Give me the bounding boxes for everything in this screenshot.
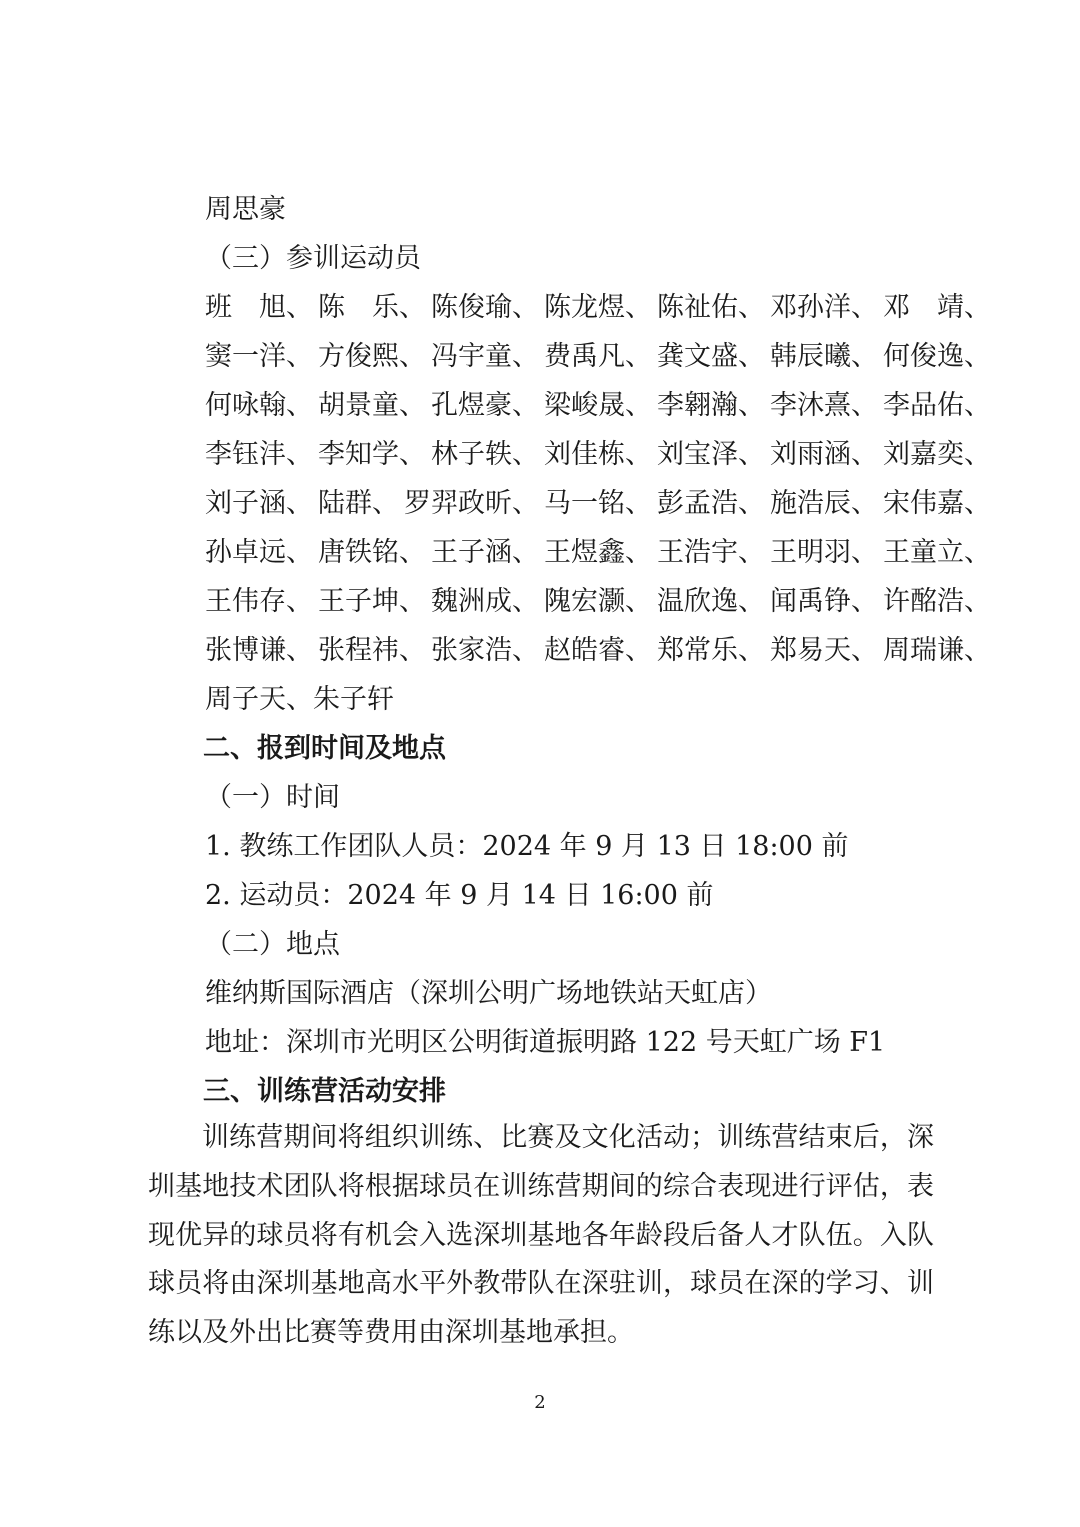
athlete-name: 李钰沣、 bbox=[205, 439, 313, 470]
athlete-row bbox=[205, 536, 991, 570]
hotel-address: 地址：深圳市光明区公明街道振明路 122 号天虹广场 F1 bbox=[205, 1027, 886, 1058]
athlete-name: 周瑞谦、 bbox=[883, 635, 991, 666]
time-athletes: 2. 运动员：2024 年 9 月 14 日 16:00 前 bbox=[205, 880, 714, 911]
athlete-name: 赵皓睿、 bbox=[544, 635, 652, 666]
athlete-name: 何俊逸、 bbox=[883, 341, 991, 372]
place-subheading: （二）地点 bbox=[205, 929, 340, 960]
athlete-row bbox=[205, 585, 991, 619]
athlete-name: 张博谦、 bbox=[205, 635, 313, 666]
athlete-name: 李翱瀚、 bbox=[657, 390, 765, 421]
section-2-heading: 二、报到时间及地点 bbox=[203, 733, 446, 764]
athlete-name: 隗宏灏、 bbox=[544, 586, 652, 617]
athlete-name: 王子涵、 bbox=[431, 537, 539, 568]
athlete-row bbox=[205, 389, 991, 423]
time-subheading: （一）时间 bbox=[205, 782, 340, 813]
athlete-name: 温欣逸、 bbox=[657, 586, 765, 617]
athlete-name: 许酩浩、 bbox=[883, 586, 991, 617]
athlete-row bbox=[205, 340, 991, 374]
athlete-name: 王童立、 bbox=[883, 537, 991, 568]
athlete-name: 王煜鑫、 bbox=[544, 537, 652, 568]
athlete-name: 韩辰曦、 bbox=[770, 341, 878, 372]
athlete-name: 刘雨涵、 bbox=[770, 439, 878, 470]
athlete-name: 李知学、 bbox=[318, 439, 426, 470]
athlete-row bbox=[205, 291, 991, 325]
page-number: 2 bbox=[534, 1392, 546, 1413]
athlete-name: 孙卓远、 bbox=[205, 537, 313, 568]
athlete-name: 林子轶、 bbox=[431, 439, 539, 470]
athletes-section-title: （三）参训运动员 bbox=[205, 243, 421, 274]
athlete-name: 宋伟嘉、 bbox=[883, 488, 991, 519]
athlete-name: 罗羿政昕、 bbox=[404, 488, 539, 519]
time-coaches: 1. 教练工作团队人员：2024 年 9 月 13 日 18:00 前 bbox=[205, 831, 849, 862]
athlete-name: 陈龙煜、 bbox=[544, 292, 652, 323]
athlete-name: 马一铭、 bbox=[544, 488, 652, 519]
athlete-name: 胡景童、 bbox=[318, 390, 426, 421]
name-line: 周思豪 bbox=[205, 194, 286, 225]
athlete-name: 陈 乐、 bbox=[318, 292, 426, 323]
athlete-name: 唐铁铭、 bbox=[318, 537, 426, 568]
athlete-name: 何咏翰、 bbox=[205, 390, 313, 421]
athlete-name: 王浩宇、 bbox=[657, 537, 765, 568]
hotel-name: 维纳斯国际酒店（深圳公明广场地铁站天虹店） bbox=[205, 978, 772, 1009]
athlete-row bbox=[205, 487, 991, 521]
athlete-name: 王子坤、 bbox=[318, 586, 426, 617]
athlete-name: 王伟存、 bbox=[205, 586, 313, 617]
athlete-row bbox=[205, 438, 991, 472]
athlete-name: 张家浩、 bbox=[431, 635, 539, 666]
athlete-name: 孔煜豪、 bbox=[431, 390, 539, 421]
athlete-name: 刘佳栋、 bbox=[544, 439, 652, 470]
athlete-name: 李沐熹、 bbox=[770, 390, 878, 421]
athlete-name: 闻禹铮、 bbox=[770, 586, 878, 617]
athlete-name: 邓孙洋、 bbox=[770, 292, 878, 323]
athlete-name: 刘宝泽、 bbox=[657, 439, 765, 470]
athlete-name: 邓 靖、 bbox=[883, 292, 991, 323]
athlete-row bbox=[205, 634, 991, 668]
athlete-name: 郑易天、 bbox=[770, 635, 878, 666]
section-3-paragraph: 训练营期间将组织训练、比赛及文化活动；训练营结束后，深圳基地技术团队将根据球员在训练营期间的综合表现进行评估，表现优异的球员将有机会入选深圳基地各年龄段后备人才队伍。入队球员将由深圳基地高水平外教带队在深驻训，球员在深的学习、训练以及外出比赛等费用由深圳基地承担。 bbox=[148, 1122, 934, 1349]
athlete-last-line: 周子天、朱子轩 bbox=[205, 684, 394, 715]
athlete-name: 陈祉佑、 bbox=[657, 292, 765, 323]
athlete-name: 陈俊瑜、 bbox=[431, 292, 539, 323]
athlete-name: 刘子涵、 bbox=[205, 488, 313, 519]
section-3-heading: 三、训练营活动安排 bbox=[203, 1076, 446, 1107]
athlete-name: 陆群、 bbox=[318, 488, 399, 519]
athlete-name: 窦一洋、 bbox=[205, 341, 313, 372]
athlete-name: 施浩辰、 bbox=[770, 488, 878, 519]
athlete-name: 魏洲成、 bbox=[431, 586, 539, 617]
athlete-name: 班 旭、 bbox=[205, 292, 313, 323]
athlete-name: 费禹凡、 bbox=[544, 341, 652, 372]
athlete-name: 龚文盛、 bbox=[657, 341, 765, 372]
athlete-name: 张程祎、 bbox=[318, 635, 426, 666]
athlete-name: 方俊熙、 bbox=[318, 341, 426, 372]
athlete-name: 冯宇童、 bbox=[431, 341, 539, 372]
athlete-name: 王明羽、 bbox=[770, 537, 878, 568]
athlete-name: 刘嘉奕、 bbox=[883, 439, 991, 470]
athlete-name: 梁峻晟、 bbox=[544, 390, 652, 421]
athlete-name: 李品佑、 bbox=[883, 390, 991, 421]
athlete-name: 郑常乐、 bbox=[657, 635, 765, 666]
athlete-name: 彭孟浩、 bbox=[657, 488, 765, 519]
